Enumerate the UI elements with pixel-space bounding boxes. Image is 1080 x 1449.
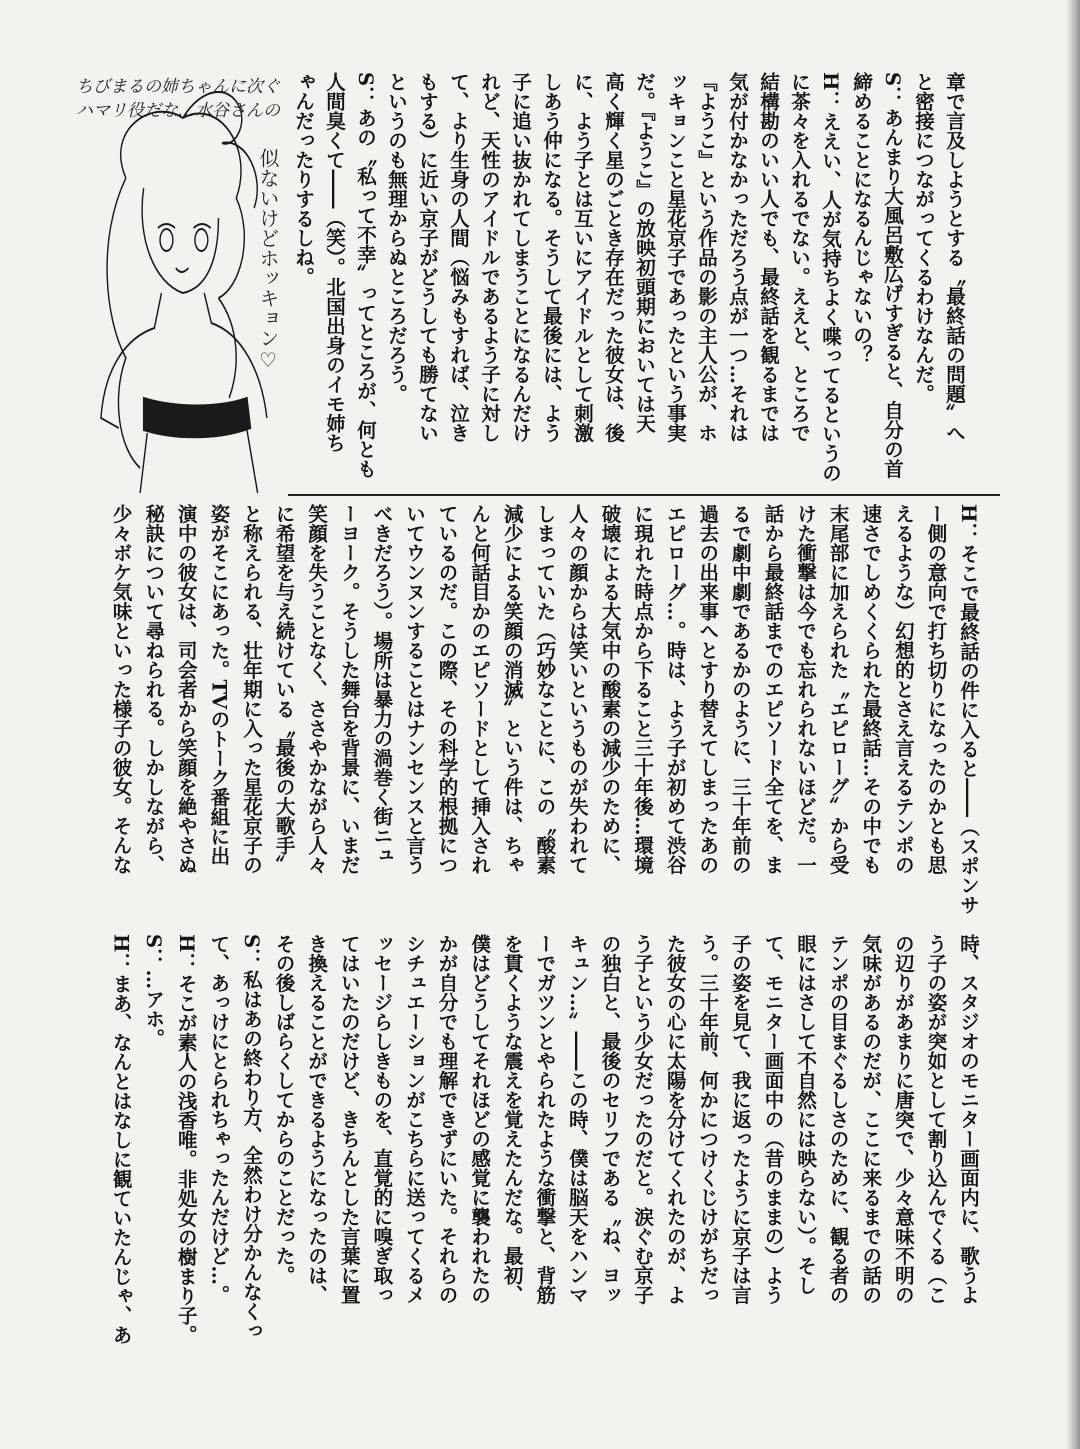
text-column xyxy=(722,72,753,490)
text-line: 減少による笑顔の消滅〟という件は、ちゃ xyxy=(500,504,524,875)
text-column xyxy=(908,72,939,490)
text-line: しまっていた（巧妙なことに、この〝酸素 xyxy=(533,504,557,875)
text-line: の独白と、最後のセリフである〝ね、ヨッ xyxy=(598,934,622,1305)
text-column xyxy=(288,72,319,490)
text-line: 笑顔を失うことなく、ささやかながら人々 xyxy=(305,504,329,875)
text-column xyxy=(626,504,659,922)
text-line: 気が付かなかっただろう点が一つ…それは xyxy=(726,72,749,443)
text-line: 話から最終話までのエピソード全てを、ま xyxy=(761,504,785,875)
text-line: 子の姿を見て、我に返ったように京子は言 xyxy=(728,934,752,1305)
text-column xyxy=(319,72,350,490)
text-line: 章で言及しようとする〝最終話の問題〟へ xyxy=(943,72,966,443)
speaker-label: H： xyxy=(819,72,842,110)
text-line: を貫くような震えを覚えたんだな。最初、 xyxy=(500,934,524,1305)
text-column xyxy=(365,504,398,922)
text-column xyxy=(877,72,908,490)
text-column xyxy=(886,934,919,1352)
text-line: 過去の出来事へとすり替えてしまったあの xyxy=(696,504,720,875)
text-column xyxy=(137,504,170,922)
article-top-section xyxy=(288,72,970,490)
text-column xyxy=(202,504,235,922)
text-line: 『ようこ』という作品の影の主人公が、ホ xyxy=(695,72,718,443)
text-line: あんまり大風呂敷広げすぎると、自分の首 xyxy=(881,107,904,479)
text-column xyxy=(593,504,626,922)
text-line: テンポの目まぐるしさのために、観る者の xyxy=(826,934,850,1305)
text-column xyxy=(463,504,496,922)
speaker-label: H： xyxy=(174,934,198,972)
text-line: そこで最終話の件に入ると――（スポンサ xyxy=(957,543,981,915)
text-line: 末尾部に加えられた〝エピローグ〟から受 xyxy=(826,504,850,875)
text-line: けた衝撃は今でも忘れられないほどだ。一 xyxy=(794,504,818,875)
text-column xyxy=(567,72,598,490)
text-column xyxy=(919,934,952,1352)
text-line: いてウンヌンすることはナンセンスと言う xyxy=(402,504,426,875)
text-column xyxy=(169,504,202,922)
text-line: う子の姿が突如として割り込んでくる（こ xyxy=(924,934,948,1305)
text-column xyxy=(854,504,887,922)
text-column xyxy=(430,504,463,922)
text-column xyxy=(691,934,724,1352)
illustration-caption-line2: ハマリ役だな…水谷さんの xyxy=(76,101,280,121)
text-column xyxy=(658,934,691,1352)
text-column xyxy=(753,72,784,490)
text-column xyxy=(821,504,854,922)
text-line: ーヨーク。そうした舞台を背景に、いまだ xyxy=(337,504,361,875)
text-line: 締めることになるんじゃないの？ xyxy=(850,72,873,365)
text-line: れど、天性のアイドルであるよう子に対し xyxy=(478,72,501,443)
text-column xyxy=(300,504,333,922)
text-column xyxy=(723,504,756,922)
text-column xyxy=(593,934,626,1352)
text-line: 速さでしめくくられた最終話…その中でも xyxy=(859,504,883,875)
text-column xyxy=(536,72,567,490)
speaker-label: H： xyxy=(109,934,133,972)
text-line: てはいたのだけど、きちんとした言葉に置 xyxy=(337,934,361,1305)
speaker-label: S： xyxy=(142,934,166,968)
text-column xyxy=(598,72,629,490)
text-line: まあ、なんとはなしに観ていたんじゃ、あ xyxy=(109,973,133,1345)
text-line: 少々ボケ気味といった様子の彼女。そんな xyxy=(109,504,133,875)
text-line: ええい、人が気持ちよく喋ってるというの xyxy=(819,111,842,483)
text-line: う。三十年前、何かにつけくじけがちだっ xyxy=(696,934,720,1305)
text-column xyxy=(463,934,496,1352)
text-column xyxy=(815,72,846,490)
text-column xyxy=(723,934,756,1352)
article-bottom-section xyxy=(104,934,984,1352)
text-line: 結構勘のいい人でも、最終話を観るまでは xyxy=(757,72,780,443)
text-column xyxy=(788,504,821,922)
text-line: 僕はどうしてそれほどの感覚に襲われたの xyxy=(468,934,492,1305)
text-column xyxy=(919,504,952,922)
text-line: ているのだ。この際、その科学的根拠につ xyxy=(435,504,459,875)
text-column xyxy=(691,72,722,490)
text-column xyxy=(784,72,815,490)
text-column xyxy=(560,934,593,1352)
text-line: 人々の顔からは笑いというものが失われて xyxy=(565,504,589,875)
text-column xyxy=(560,504,593,922)
text-line: ー側の意向で打ち切りになったのかとも思 xyxy=(924,504,948,875)
text-column xyxy=(202,934,235,1352)
text-line: というのも無理からぬところだろう。 xyxy=(385,72,408,404)
text-column xyxy=(505,72,536,490)
text-column xyxy=(332,504,365,922)
text-line: べきだろう）。場所は暴力の渦巻く街ニュ xyxy=(370,504,394,865)
text-column xyxy=(365,934,398,1352)
text-column xyxy=(528,504,561,922)
text-line: 時、スタジオのモニター画面内に、歌うよ xyxy=(957,934,981,1305)
text-line: るで劇中劇であるかのように、三十年前の xyxy=(728,504,752,875)
text-line: 私はあの終わり方、全然わけ分かんなくっ xyxy=(239,969,263,1341)
text-column xyxy=(821,934,854,1352)
text-line: て、モニター画面中の（昔のままの）よう xyxy=(761,934,785,1305)
text-column xyxy=(658,504,691,922)
text-column xyxy=(528,934,561,1352)
text-line: んと何話目かのエピソードとして挿入され xyxy=(468,504,492,875)
text-line: ッセージらしきものを、直覚的に嗅ぎ取っ xyxy=(370,934,394,1305)
text-column xyxy=(267,504,300,922)
character-illustration xyxy=(76,68,284,496)
text-line: う子という少女だったのだと。涙ぐむ京子 xyxy=(631,934,655,1305)
text-column xyxy=(300,934,333,1352)
section-divider xyxy=(288,494,1000,496)
illustration-side-note: 似ないけどホッキョン♡ xyxy=(256,148,280,372)
text-column xyxy=(626,934,659,1352)
text-line: 眼にはさして不自然には映らない）。そし xyxy=(794,934,818,1295)
text-column xyxy=(846,72,877,490)
speaker-label: S： xyxy=(881,72,904,106)
text-column xyxy=(495,504,528,922)
text-column xyxy=(495,934,528,1352)
text-column xyxy=(443,72,474,490)
text-line: もする）に近い京子がどうしても勝てない xyxy=(416,72,439,443)
scan-edge-shadow xyxy=(1066,0,1080,1449)
text-line: キュン…〟――この時、僕は脳天をハンマ xyxy=(565,934,589,1305)
text-line: シチュエーションがこちらに送ってくるメ xyxy=(402,934,426,1305)
text-line: 姿がそこにあった。TVのトーク番組に出 xyxy=(207,504,231,866)
text-column xyxy=(951,504,984,922)
text-line: ゃんだったりするしね。 xyxy=(292,72,315,287)
text-column xyxy=(267,934,300,1352)
text-column xyxy=(234,504,267,922)
text-column xyxy=(756,504,789,922)
text-line: その後しばらくしてからのことだった。 xyxy=(272,934,296,1285)
text-line: 秘訣について尋ねられる。しかしながら、 xyxy=(142,504,166,875)
speaker-label: S： xyxy=(239,934,263,968)
text-line: て、より生身の人間（悩みもすれば、泣き xyxy=(447,72,470,443)
text-column xyxy=(629,72,660,490)
text-column xyxy=(939,72,970,490)
text-line: の辺りがあまりに唐突で、少々意味不明の xyxy=(891,934,915,1305)
text-line: 人間臭くて――（笑）。北国出身のイモ姉ち xyxy=(323,72,346,453)
text-line: …アホ。 xyxy=(142,969,166,1048)
text-column xyxy=(788,934,821,1352)
text-line: えるような）幻想的とさえ言えるテンポの xyxy=(891,504,915,875)
text-line: に茶々を入れるでない。ええと、ところで xyxy=(788,72,811,443)
text-column xyxy=(350,72,381,490)
text-line: かが自分でも理解できずにいた。それらの xyxy=(435,934,459,1305)
text-column xyxy=(104,934,137,1352)
text-column xyxy=(886,504,919,922)
text-line: と密接につながってくるわけなんだ。 xyxy=(912,72,935,404)
text-column xyxy=(137,934,170,1352)
text-line: に現れた時点から下ること三十年後…環境 xyxy=(631,504,655,875)
text-line: 気味があるのだが、ここに来るまでの話の xyxy=(859,934,883,1305)
text-column xyxy=(234,934,267,1352)
text-line: 破壊による大気中の酸素の減少のために、 xyxy=(598,504,622,875)
speaker-label: S： xyxy=(354,72,377,106)
text-line: 子に追い抜かれてしまうことになるんだけ xyxy=(509,72,532,443)
text-column xyxy=(381,72,412,490)
text-column xyxy=(397,934,430,1352)
text-line: エピローグ…。時は、よう子が初めて渋谷 xyxy=(663,504,687,875)
text-column xyxy=(660,72,691,490)
text-line: あの〝私って不幸〟ってところが、何とも xyxy=(354,107,377,479)
girl-drawing xyxy=(76,68,284,496)
text-column xyxy=(397,504,430,922)
text-column xyxy=(756,934,789,1352)
text-line: ッキョンこと星花京子であったという事実 xyxy=(664,72,687,443)
text-line: 高く輝く星のごとき存在だった彼女は、後 xyxy=(602,72,625,443)
text-line: た彼女の心に太陽を分けてくれたのが、よ xyxy=(663,934,687,1305)
text-column xyxy=(691,504,724,922)
text-column xyxy=(474,72,505,490)
text-line: き換えることができるようになったのは、 xyxy=(305,934,329,1305)
text-line: ーでガツンとやられたような衝撃と、背筋 xyxy=(533,934,557,1305)
text-column xyxy=(332,934,365,1352)
text-column xyxy=(430,934,463,1352)
text-line: に希望を与え続けている〝最後の大歌手〟 xyxy=(272,504,296,875)
text-line: に、よう子とは互いにアイドルとして刺激 xyxy=(571,72,594,443)
article-middle-section xyxy=(104,504,984,922)
text-column xyxy=(951,934,984,1352)
illustration-caption-line1: ちびまるの姉ちゃんに次ぐ xyxy=(76,77,280,97)
text-line: と称えられる、壮年期に入った星花京子の xyxy=(239,504,263,875)
text-line: 演中の彼女は、司会者から笑顔を絶やさぬ xyxy=(174,504,198,875)
text-column xyxy=(854,934,887,1352)
text-column xyxy=(169,934,202,1352)
text-column xyxy=(104,504,137,922)
text-column xyxy=(412,72,443,490)
text-line: て、あっけにとられちゃったんだけど…。 xyxy=(207,934,231,1305)
speaker-label: H： xyxy=(957,504,981,542)
text-line: だ。『ようこ』の放映初頭期においては天 xyxy=(633,72,656,433)
text-line: しあう仲になる。そうして最後には、よう xyxy=(540,72,563,443)
text-line: そこが素人の浅香唯。非処女の樹まり子。 xyxy=(174,973,198,1345)
